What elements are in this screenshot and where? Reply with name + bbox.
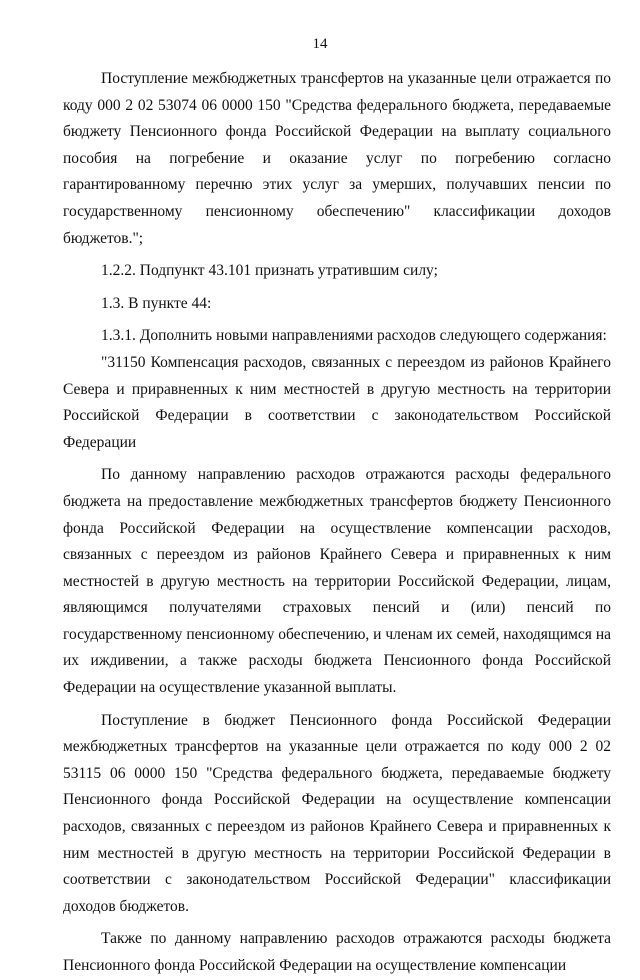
page-number: 14	[312, 36, 328, 52]
paragraph-expense-description: По данному направлению расходов отражаются расходы федерального бюджета на предоставление межбюджетных трансфертов бюджету Пенсионного фонда Российской Федерации на осуществление компенсации расходов, связанных с переездом из районов Крайнего Севера и приравненных к ним местностей в другую местность на территории Российской Федерации, лицам, являющимся получателями страховых пенсий и (или) пенсий по государственному пенсионному обеспечению, и членам их семей, находящимся на их иждивении, а также расходы бюджета Пенсионного фонда Российской Федерации на осуществление указанной выплаты.	[63, 466, 611, 697]
paragraph-transfer-code-53115: Поступление в бюджет Пенсионного фонда Российской Федерации межбюджетных трансфертов на указанные цели отражается по коду 000 2 02 53115 06 0000 150 "Средства федерального бюджета, передаваемые бюджету Пенсионного фонда Российской Федерации на осуществление компенсации расходов, связанных с переездом из районов Крайнего Севера и приравненных к ним местностей в другую местность на территории Российской Федерации в соответствии с законодательством Российской Федерации" классификации доходов бюджетов.	[63, 711, 611, 915]
paragraph-pension-fund-expenses: Также по данному направлению расходов отражаются расходы бюджета Пенсионного фонда Российской Федерации на осуществление компенсации	[63, 930, 611, 974]
paragraph-transfer-code-53074: Поступление межбюджетных трансфертов на указанные цели отражается по коду 000 2 02 53074 06 0000 150 "Средства федерального бюджета, передаваемые бюджету Пенсионного фонда Российской Федерации на выплату социального пособия на погребение и оказание услуг по погребению согласно гарантированному перечню этих услуг за умерших, получавших пенсии по государственному пенсионному обеспечению" классификации доходов бюджетов.";	[63, 70, 611, 247]
paragraph-subpoint-1-3-1: 1.3.1. Дополнить новыми направлениями расходов следующего содержания:	[101, 327, 607, 345]
paragraph-subpoint-1-2-2: 1.2.2. Подпункт 43.101 признать утратившим силу;	[101, 262, 438, 280]
paragraph-code-31150: "31150 Компенсация расходов, связанных с переездом из районов Крайнего Севера и приравненных к ним местностей в другую местность на территории Российской Федерации в соответствии с законодательством Российской Федерации	[63, 353, 611, 451]
paragraph-point-1-3: 1.3. В пункте 44:	[101, 294, 212, 312]
document-body	[63, 66, 611, 980]
